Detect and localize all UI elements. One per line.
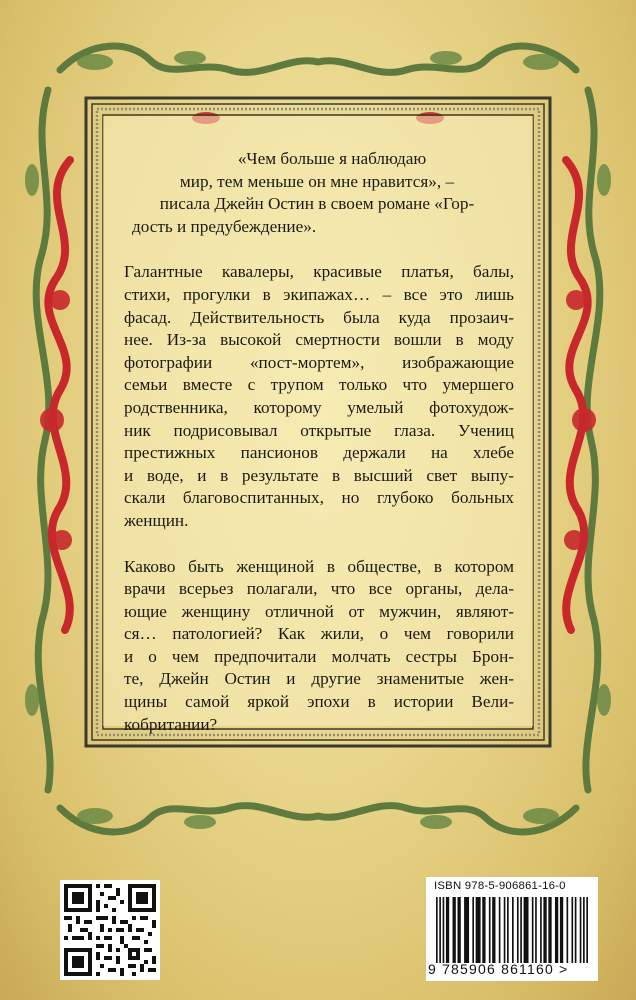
barcode-bar — [499, 897, 501, 963]
paragraph-line: и воде, и в результате в высший свет выпу- — [124, 465, 514, 485]
barcode-bar — [543, 897, 546, 963]
barcode-bar — [517, 897, 519, 963]
barcode-bar — [571, 897, 573, 963]
paragraph-line: фотографии «пост-мортем», изображающие — [124, 352, 514, 372]
barcode-bar — [535, 897, 537, 963]
qr-code-icon — [64, 884, 156, 976]
paragraph-line: престижных пансионов держали на хлебе — [124, 443, 514, 463]
barcode-bar — [575, 897, 577, 963]
isbn-label: ISBN 978-5-906861-16-0 — [434, 880, 566, 892]
epigraph-line: «Чем больше я наблюдаю — [237, 149, 427, 168]
paragraph-line: женщин. — [124, 510, 189, 530]
paragraph-line: скали благовоспитанных, но глубоко больных — [124, 488, 514, 508]
qr-code — [60, 880, 160, 980]
barcode-bar — [439, 897, 441, 963]
barcode-bar — [512, 897, 514, 963]
paragraph-line: и о чем предпочитали молчать сестры Брон- — [124, 646, 514, 666]
isbn-barcode — [426, 877, 598, 981]
blurb-text — [124, 148, 514, 736]
paragraph-line: ся… патологией? Как жили, о чем говорили — [124, 624, 514, 644]
paragraph-line: щины самой яркой эпохи в истории Вели- — [124, 692, 514, 712]
epigraph-line: дость и предубеждение». — [132, 216, 317, 236]
barcode-bar — [443, 897, 445, 963]
paragraph-line: ник подрисовывал открытые глаза. Учениц — [124, 420, 514, 440]
paragraph-line: родственника, которому умелый фотохудож- — [124, 397, 514, 417]
barcode-bar — [492, 897, 495, 963]
paragraph-line: врачи всерьез полагали, что все органы, дела- — [124, 579, 514, 599]
barcode-bar — [476, 897, 481, 963]
epigraph-line: писала Джейн Остин в своем романе «Гор- — [159, 194, 475, 214]
barcode-bar — [540, 897, 542, 963]
paragraph-line: ющие женщину отличной от мужчин, являют- — [124, 601, 514, 621]
barcode-bar — [446, 897, 449, 963]
barcode-bar — [472, 897, 474, 963]
paragraph-line: кобритании? — [124, 714, 218, 734]
barcode-bar — [548, 897, 551, 963]
epigraph-line: мир, тем меньше он мне нравится», – — [179, 171, 455, 191]
epigraph — [124, 148, 510, 238]
barcode-bar — [580, 897, 582, 963]
barcode-bar — [583, 897, 585, 963]
barcode-bar — [507, 897, 509, 963]
barcode-bar — [457, 897, 460, 963]
barcode-bar — [520, 897, 522, 963]
barcode-bar — [489, 897, 491, 963]
paragraph-2 — [124, 556, 514, 737]
barcode-bar — [524, 897, 529, 963]
barcode-bar — [560, 897, 563, 963]
barcode-bar — [532, 897, 534, 963]
barcode-bar — [555, 897, 558, 963]
barcode-digits: 9 785906 861160 > — [428, 961, 569, 977]
barcode-bar — [453, 897, 456, 963]
barcode-bar — [436, 897, 438, 963]
paragraph-line: фасад. Действительность была куда прозаич- — [124, 307, 514, 327]
barcode-bar — [464, 897, 469, 963]
paragraph-line: те, Джейн Остин и другие знаменитые жен- — [124, 669, 514, 689]
barcode-bar — [482, 897, 485, 963]
paragraph-line: Каково быть женщиной в обществе, в котором — [124, 556, 514, 576]
barcode-bar — [504, 897, 506, 963]
paragraph-line: нее. Из-за высокой смертности вошли в моду — [124, 330, 514, 350]
barcode-bar — [567, 897, 569, 963]
paragraph-line: стихи, прогулки в экипажах… – все это лишь — [124, 284, 514, 304]
paragraph-1 — [124, 261, 514, 532]
paragraph-line: семьи вместе с трупом только что умершего — [124, 375, 514, 395]
barcode-bar — [586, 897, 588, 963]
paragraph-line: Галантные кавалеры, красивые платья, балы, — [124, 262, 514, 282]
barcode-bars — [434, 897, 590, 963]
